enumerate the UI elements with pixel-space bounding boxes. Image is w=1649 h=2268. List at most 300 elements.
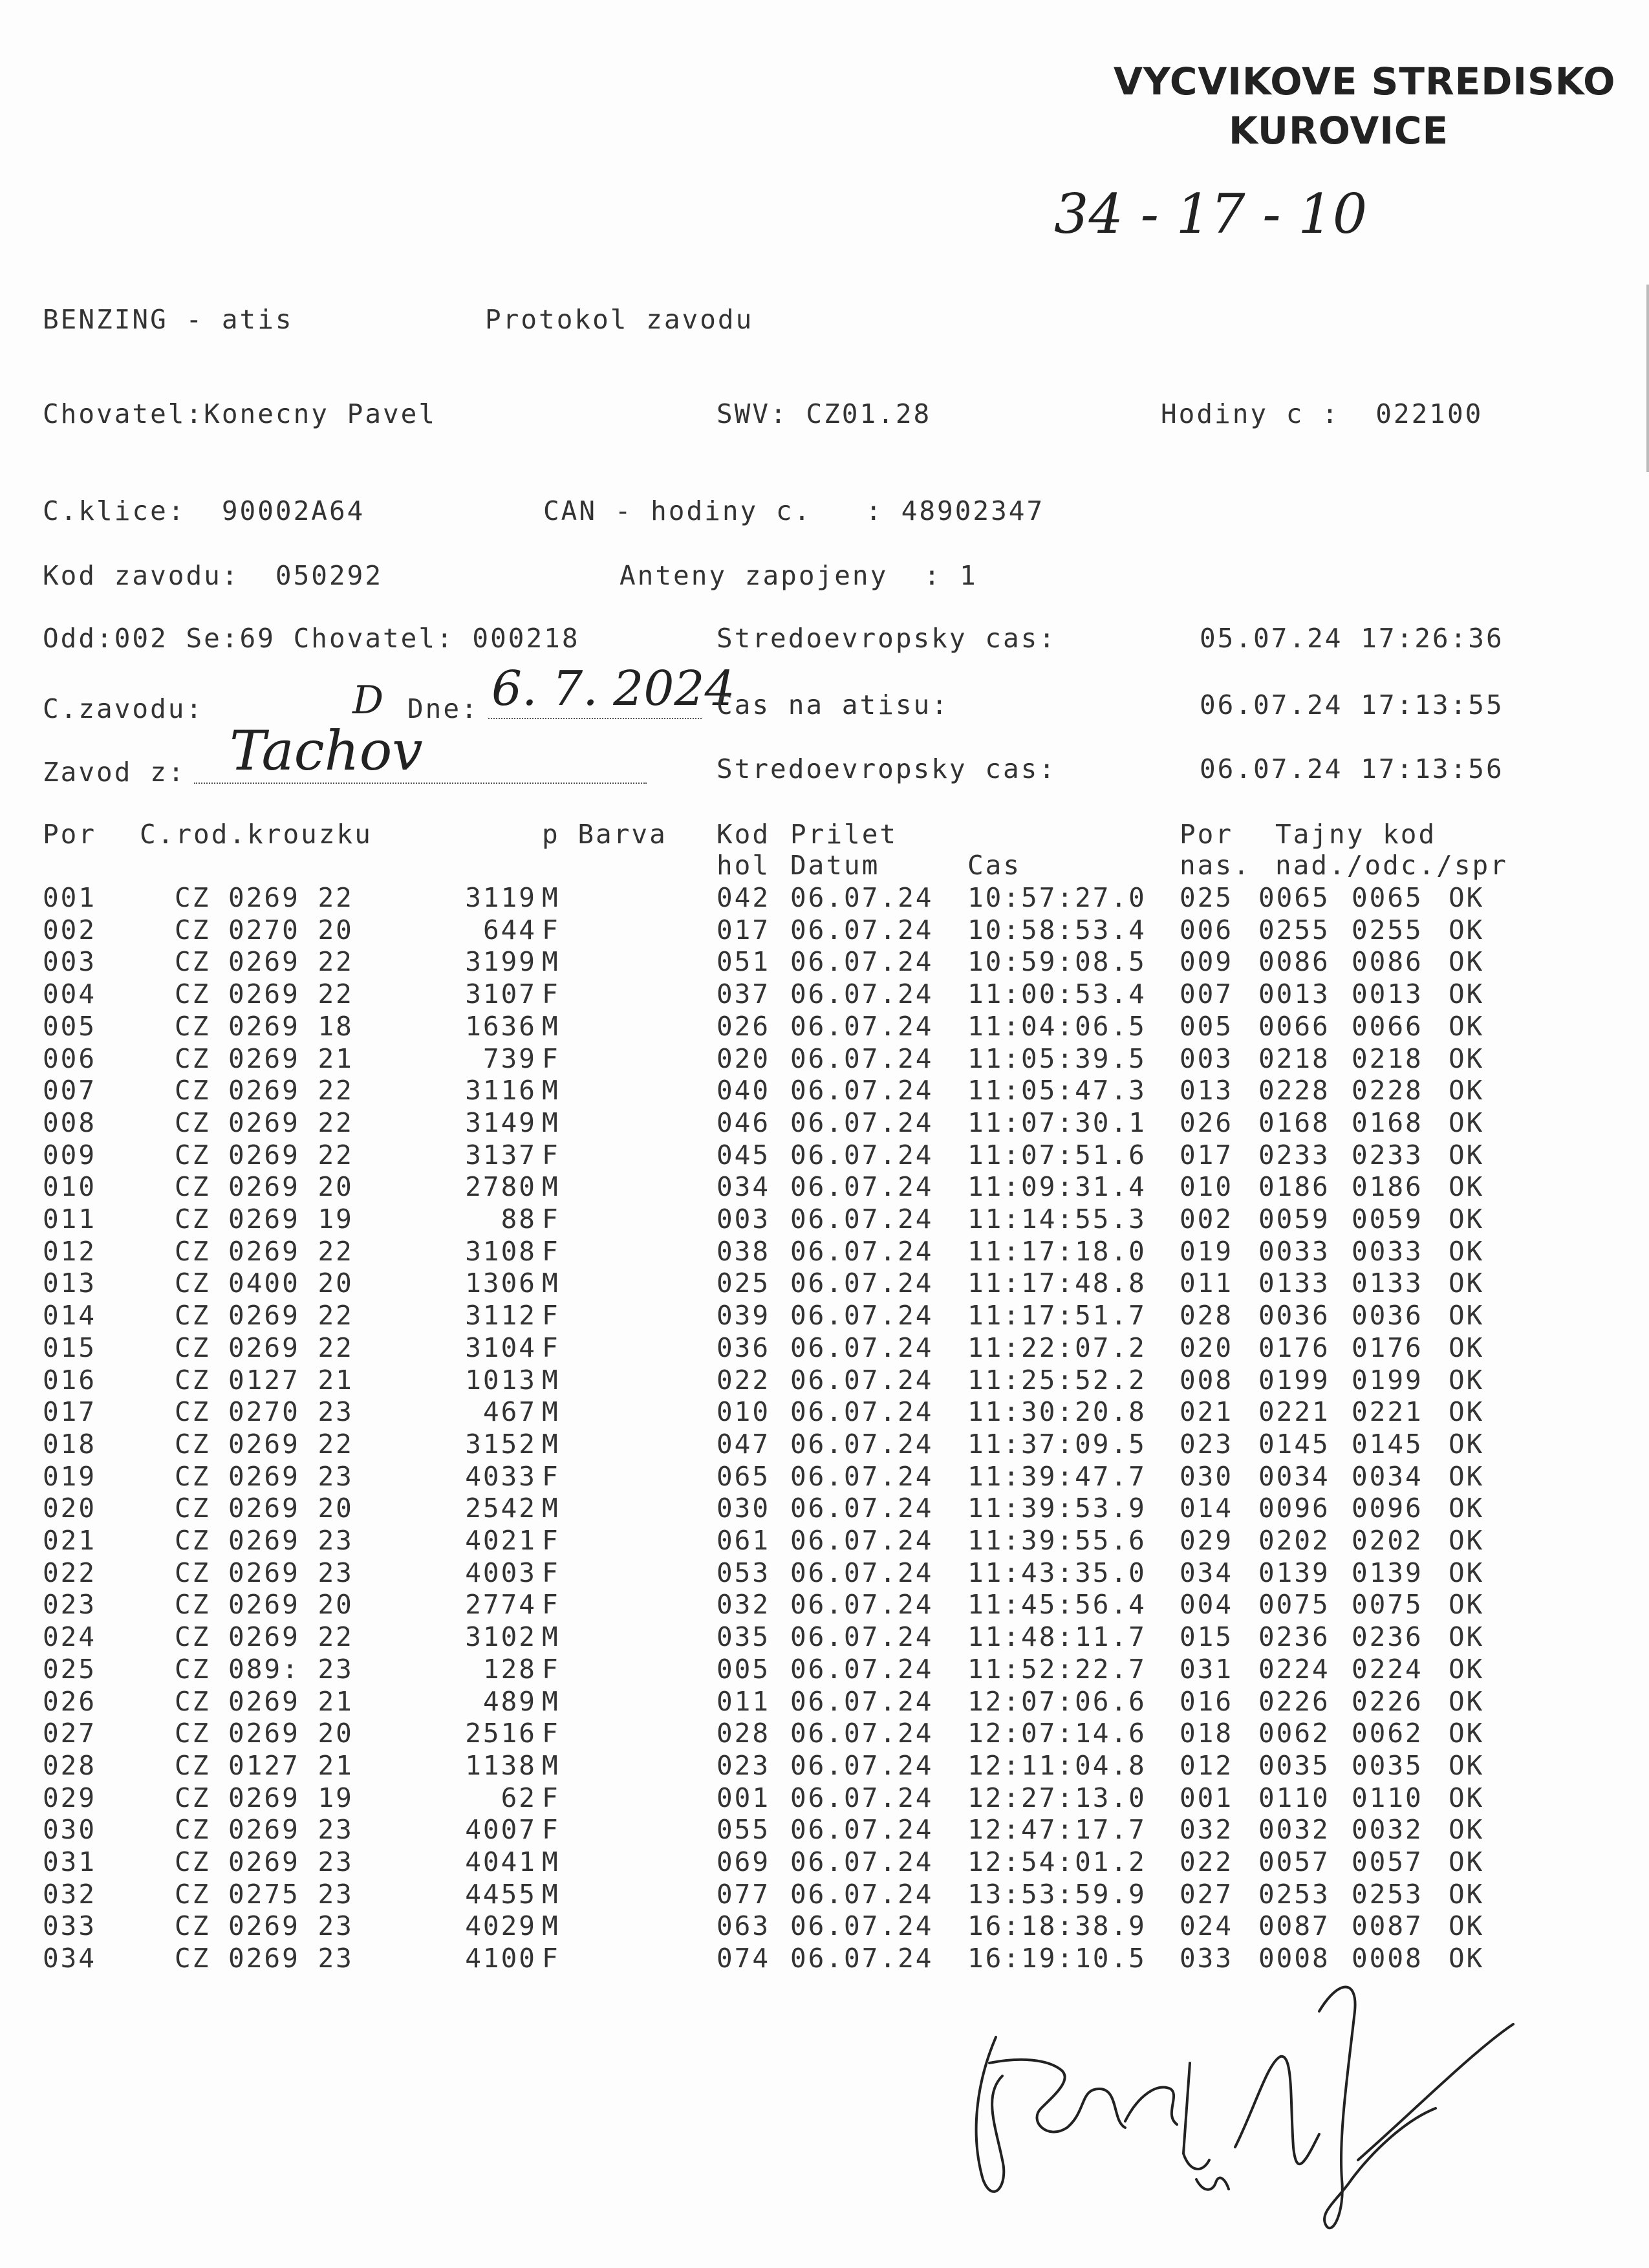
- cell-loft-code: 069: [717, 1846, 771, 1877]
- table-row: [0, 1204, 1649, 1235]
- cell-ring-serial: 3119: [465, 882, 537, 913]
- section-breeder-id: Odd:002 Se:69 Chovatel: 000218: [43, 623, 580, 654]
- cell-arrival-time: 11:48:11.7: [967, 1621, 1147, 1653]
- cell-secret-code-2: 0145: [1352, 1428, 1423, 1460]
- cell-secret-code-2: 0075: [1352, 1589, 1423, 1621]
- cell-loft-code: 046: [717, 1107, 771, 1138]
- cell-order: 019: [43, 1460, 97, 1492]
- cell-loft-code: 011: [717, 1685, 771, 1717]
- cell-nas-order: 034: [1180, 1557, 1234, 1588]
- cell-ring-serial: 3116: [465, 1075, 537, 1107]
- table-row: [0, 1332, 1649, 1364]
- cell-order: 014: [43, 1300, 97, 1332]
- cell-ring-serial: 2780: [465, 1171, 537, 1203]
- cell-arrival-time: 10:58:53.4: [967, 914, 1147, 945]
- cell-status: OK: [1449, 1493, 1485, 1524]
- cell-status: OK: [1449, 1621, 1485, 1653]
- cell-secret-code-2: 0253: [1352, 1878, 1423, 1910]
- cell-sex: M: [542, 1749, 560, 1781]
- table-row: [0, 1236, 1649, 1268]
- cell-sex: F: [542, 1300, 560, 1332]
- cell-ring-number: CZ 0275 23: [175, 1878, 354, 1910]
- cell-arrival-time: 11:30:20.8: [967, 1396, 1147, 1428]
- cell-ring-number: CZ 0127 21: [175, 1749, 354, 1781]
- cell-ring-number: CZ 0269 23: [175, 1943, 354, 1974]
- cell-status: OK: [1449, 1846, 1485, 1877]
- cell-secret-code-1: 0033: [1258, 1235, 1330, 1267]
- cell-order: 015: [43, 1332, 97, 1363]
- cell-ring-number: CZ 0269 21: [175, 1685, 354, 1717]
- cell-arrival-date: 06.07.24: [790, 1460, 934, 1492]
- cell-nas-order: 029: [1180, 1525, 1234, 1556]
- table-row: [0, 1718, 1649, 1749]
- clock-number: Hodiny c : 022100: [1161, 398, 1483, 429]
- cell-arrival-time: 11:39:55.6: [967, 1525, 1147, 1556]
- cell-loft-code: 077: [717, 1878, 771, 1910]
- table-row: [0, 1557, 1649, 1589]
- cell-loft-code: 065: [717, 1460, 771, 1492]
- cell-arrival-date: 06.07.24: [790, 1139, 934, 1171]
- cell-ring-serial: 3102: [465, 1621, 537, 1653]
- cell-arrival-date: 06.07.24: [790, 1364, 934, 1396]
- cell-order: 022: [43, 1557, 97, 1588]
- cell-ring-number: CZ 0269 23: [175, 1460, 354, 1492]
- cell-ring-serial: 62: [501, 1782, 537, 1813]
- cell-status: OK: [1449, 1878, 1485, 1910]
- cell-arrival-date: 06.07.24: [790, 1428, 934, 1460]
- cell-loft-code: 023: [717, 1749, 771, 1781]
- cell-arrival-date: 06.07.24: [790, 1010, 934, 1042]
- cell-ring-serial: 1138: [465, 1749, 537, 1781]
- cell-ring-serial: 3112: [465, 1300, 537, 1332]
- cell-sex: F: [542, 978, 560, 1010]
- cell-loft-code: 028: [717, 1718, 771, 1749]
- cell-status: OK: [1449, 1396, 1485, 1428]
- cell-arrival-time: 12:07:14.6: [967, 1718, 1147, 1749]
- cell-secret-code-2: 0186: [1352, 1171, 1423, 1203]
- cell-nas-order: 003: [1180, 1042, 1234, 1074]
- cell-sex: M: [542, 1107, 560, 1138]
- cell-ring-number: CZ 0127 21: [175, 1364, 354, 1396]
- cell-ring-number: CZ 0269 22: [175, 1428, 354, 1460]
- table-row: [0, 1171, 1649, 1203]
- cell-ring-number: CZ 0269 23: [175, 1846, 354, 1877]
- cell-secret-code-2: 0233: [1352, 1139, 1423, 1171]
- cell-order: 013: [43, 1268, 97, 1299]
- cell-ring-number: CZ 0269 20: [175, 1718, 354, 1749]
- cell-status: OK: [1449, 1075, 1485, 1107]
- cell-ring-number: CZ 0269 20: [175, 1171, 354, 1203]
- cell-loft-code: 053: [717, 1557, 771, 1588]
- cell-arrival-time: 11:39:53.9: [967, 1493, 1147, 1524]
- cell-arrival-time: 11:17:18.0: [967, 1235, 1147, 1267]
- cell-loft-code: 036: [717, 1332, 771, 1363]
- cell-secret-code-1: 0036: [1258, 1300, 1330, 1332]
- cell-secret-code-2: 0110: [1352, 1782, 1423, 1813]
- cell-arrival-time: 16:19:10.5: [967, 1943, 1147, 1974]
- cell-loft-code: 032: [717, 1589, 771, 1621]
- table-row: [0, 1750, 1649, 1782]
- cell-loft-code: 026: [717, 1010, 771, 1042]
- cell-sex: M: [542, 1685, 560, 1717]
- col-date: Datum: [790, 850, 880, 881]
- cell-ring-serial: 4041: [465, 1846, 537, 1877]
- cell-arrival-time: 11:17:48.8: [967, 1268, 1147, 1299]
- cell-order: 002: [43, 914, 97, 945]
- cell-loft-code: 040: [717, 1075, 771, 1107]
- cell-ring-serial: 3107: [465, 978, 537, 1010]
- cell-nas-order: 017: [1180, 1139, 1234, 1171]
- col-code: Kod: [717, 819, 771, 850]
- cell-arrival-date: 06.07.24: [790, 1718, 934, 1749]
- cell-order: 009: [43, 1139, 97, 1171]
- cell-ring-serial: 2542: [465, 1493, 537, 1524]
- cell-order: 032: [43, 1878, 97, 1910]
- cell-ring-serial: 4007: [465, 1814, 537, 1846]
- cell-secret-code-1: 0034: [1258, 1460, 1330, 1492]
- table-row: [0, 1011, 1649, 1042]
- cell-order: 025: [43, 1653, 97, 1685]
- handwritten-mark: D: [352, 678, 384, 723]
- cell-secret-code-2: 0218: [1352, 1042, 1423, 1074]
- cell-arrival-date: 06.07.24: [790, 1332, 934, 1363]
- cell-nas-order: 018: [1180, 1718, 1234, 1749]
- cell-order: 031: [43, 1846, 97, 1877]
- cell-arrival-time: 11:14:55.3: [967, 1204, 1147, 1235]
- cell-ring-serial: 4455: [465, 1878, 537, 1910]
- cell-loft-code: 042: [717, 882, 771, 913]
- col-por: Por: [43, 819, 97, 850]
- cell-ring-number: CZ 0269 22: [175, 882, 354, 913]
- cell-order: 003: [43, 946, 97, 978]
- cell-ring-serial: 489: [482, 1685, 537, 1717]
- key-number: C.klice: 90002A64: [43, 495, 365, 526]
- table-row: [0, 1429, 1649, 1460]
- cell-secret-code-2: 0008: [1352, 1943, 1423, 1974]
- cell-secret-code-1: 0226: [1258, 1685, 1330, 1717]
- cell-nas-order: 026: [1180, 1107, 1234, 1138]
- col-ring: C.rod.krouzku: [140, 819, 372, 850]
- cell-secret-code-1: 0008: [1258, 1943, 1330, 1974]
- cell-status: OK: [1449, 1268, 1485, 1299]
- cell-sex: F: [542, 914, 560, 945]
- ce-time-label-1: Stredoevropsky cas:: [717, 623, 1057, 654]
- cell-ring-number: CZ 0270 20: [175, 914, 354, 945]
- cell-secret-code-2: 0086: [1352, 946, 1423, 978]
- cell-ring-number: CZ 0269 22: [175, 1332, 354, 1363]
- cell-order: 021: [43, 1525, 97, 1556]
- software-name: BENZING - atis: [43, 304, 294, 335]
- table-row: [0, 1139, 1649, 1171]
- cell-secret-code-2: 0013: [1352, 978, 1423, 1010]
- cell-arrival-date: 06.07.24: [790, 1300, 934, 1332]
- cell-status: OK: [1449, 1653, 1485, 1685]
- table-row: [0, 1268, 1649, 1299]
- cell-loft-code: 030: [717, 1493, 771, 1524]
- race-from-label: Zavod z:: [43, 757, 186, 788]
- cell-nas-order: 030: [1180, 1460, 1234, 1492]
- cell-sex: F: [542, 1204, 560, 1235]
- table-row: [0, 1879, 1649, 1910]
- cell-secret-code-2: 0096: [1352, 1493, 1423, 1524]
- cell-loft-code: 020: [717, 1042, 771, 1074]
- cell-ring-serial: 4100: [465, 1943, 537, 1974]
- cell-sex: M: [542, 1268, 560, 1299]
- cell-arrival-date: 06.07.24: [790, 1621, 934, 1653]
- page-edge-shadow: [1646, 285, 1649, 472]
- handwritten-release-site: Tachov: [230, 719, 423, 783]
- cell-loft-code: 061: [717, 1525, 771, 1556]
- cell-order: 011: [43, 1204, 97, 1235]
- cell-secret-code-1: 0221: [1258, 1396, 1330, 1428]
- cell-nas-order: 008: [1180, 1364, 1234, 1396]
- cell-loft-code: 038: [717, 1235, 771, 1267]
- cell-nas-order: 013: [1180, 1075, 1234, 1107]
- cell-nas-order: 020: [1180, 1332, 1234, 1363]
- table-row: [0, 1782, 1649, 1814]
- cell-secret-code-2: 0062: [1352, 1718, 1423, 1749]
- cell-secret-code-2: 0133: [1352, 1268, 1423, 1299]
- ce-time-label-2: Stredoevropsky cas:: [717, 753, 1057, 784]
- cell-arrival-date: 06.07.24: [790, 1235, 934, 1267]
- cell-status: OK: [1449, 1557, 1485, 1588]
- cell-order: 005: [43, 1010, 97, 1042]
- cell-order: 024: [43, 1621, 97, 1653]
- cell-ring-serial: 3149: [465, 1107, 537, 1138]
- cell-status: OK: [1449, 1171, 1485, 1203]
- cell-secret-code-1: 0255: [1258, 914, 1330, 945]
- cell-arrival-time: 16:18:38.9: [967, 1910, 1147, 1942]
- cell-ring-number: CZ 0269 21: [175, 1042, 354, 1074]
- cell-secret-code-2: 0176: [1352, 1332, 1423, 1363]
- cell-secret-code-1: 0075: [1258, 1589, 1330, 1621]
- cell-order: 006: [43, 1042, 97, 1074]
- cell-status: OK: [1449, 1139, 1485, 1171]
- cell-secret-code-1: 0032: [1258, 1814, 1330, 1846]
- cell-secret-code-2: 0139: [1352, 1557, 1423, 1588]
- cell-ring-serial: 3152: [465, 1428, 537, 1460]
- cell-ring-number: CZ 0269 22: [175, 1621, 354, 1653]
- cell-loft-code: 047: [717, 1428, 771, 1460]
- cell-secret-code-1: 0176: [1258, 1332, 1330, 1363]
- cell-ring-serial: 2516: [465, 1718, 537, 1749]
- cell-status: OK: [1449, 1300, 1485, 1332]
- cell-arrival-time: 11:39:47.7: [967, 1460, 1147, 1492]
- atis-time-value: 06.07.24 17:13:55: [1200, 689, 1504, 720]
- cell-loft-code: 063: [717, 1910, 771, 1942]
- cell-arrival-time: 11:07:51.6: [967, 1139, 1147, 1171]
- cell-ring-number: CZ 0269 20: [175, 1589, 354, 1621]
- cell-nas-order: 015: [1180, 1621, 1234, 1653]
- cell-ring-number: CZ 0269 22: [175, 1235, 354, 1267]
- cell-sex: M: [542, 1621, 560, 1653]
- table-row: [0, 978, 1649, 1010]
- cell-sex: F: [542, 1139, 560, 1171]
- cell-ring-serial: 4021: [465, 1525, 537, 1556]
- cell-ring-number: CZ 0269 23: [175, 1814, 354, 1846]
- swv-version: SWV: CZ01.28: [717, 398, 932, 429]
- table-row: [0, 1621, 1649, 1653]
- cell-ring-serial: 4003: [465, 1557, 537, 1588]
- cell-secret-code-2: 0059: [1352, 1204, 1423, 1235]
- cell-arrival-time: 11:05:47.3: [967, 1075, 1147, 1107]
- cell-secret-code-1: 0066: [1258, 1010, 1330, 1042]
- cell-secret-code-2: 0032: [1352, 1814, 1423, 1846]
- cell-order: 018: [43, 1428, 97, 1460]
- cell-ring-number: CZ 0269 23: [175, 1910, 354, 1942]
- cell-nas-order: 024: [1180, 1910, 1234, 1942]
- cell-status: OK: [1449, 1204, 1485, 1235]
- cell-nas-order: 014: [1180, 1493, 1234, 1524]
- cell-loft-code: 037: [717, 978, 771, 1010]
- table-row: [0, 882, 1649, 914]
- cell-secret-code-2: 0228: [1352, 1075, 1423, 1107]
- cell-secret-code-2: 0035: [1352, 1749, 1423, 1781]
- cell-arrival-date: 06.07.24: [790, 882, 934, 913]
- cell-ring-serial: 644: [482, 914, 537, 945]
- cell-arrival-date: 06.07.24: [790, 1493, 934, 1524]
- cell-ring-serial: 4033: [465, 1460, 537, 1492]
- cell-status: OK: [1449, 1235, 1485, 1267]
- cell-ring-serial: 4029: [465, 1910, 537, 1942]
- cell-secret-code-2: 0065: [1352, 882, 1423, 913]
- cell-arrival-date: 06.07.24: [790, 1685, 934, 1717]
- cell-order: 017: [43, 1396, 97, 1428]
- col-secret-sub: nad./odc./spr: [1275, 850, 1508, 881]
- cell-sex: M: [542, 1010, 560, 1042]
- cell-secret-code-1: 0233: [1258, 1139, 1330, 1171]
- cell-secret-code-2: 0057: [1352, 1846, 1423, 1877]
- cell-secret-code-2: 0066: [1352, 1010, 1423, 1042]
- race-from-underline: [194, 783, 647, 784]
- table-row: [0, 1686, 1649, 1718]
- cell-secret-code-1: 0062: [1258, 1718, 1330, 1749]
- table-row: [0, 1493, 1649, 1524]
- cell-status: OK: [1449, 1332, 1485, 1363]
- table-row: [0, 1365, 1649, 1396]
- cell-status: OK: [1449, 1685, 1485, 1717]
- cell-secret-code-1: 0096: [1258, 1493, 1330, 1524]
- cell-arrival-time: 11:05:39.5: [967, 1042, 1147, 1074]
- cell-order: 028: [43, 1749, 97, 1781]
- cell-ring-serial: 3108: [465, 1235, 537, 1267]
- cell-sex: F: [542, 1332, 560, 1363]
- date-label: Dne:: [407, 693, 479, 724]
- cell-ring-number: CZ 0269 22: [175, 978, 354, 1010]
- cell-arrival-time: 11:22:07.2: [967, 1332, 1147, 1363]
- cell-status: OK: [1449, 1107, 1485, 1138]
- cell-secret-code-1: 0186: [1258, 1171, 1330, 1203]
- cell-order: 027: [43, 1718, 97, 1749]
- cell-arrival-date: 06.07.24: [790, 1171, 934, 1203]
- cell-ring-number: CZ 0269 19: [175, 1782, 354, 1813]
- cell-secret-code-1: 0145: [1258, 1428, 1330, 1460]
- cell-nas-order: 019: [1180, 1235, 1234, 1267]
- cell-secret-code-1: 0065: [1258, 882, 1330, 913]
- cell-status: OK: [1449, 914, 1485, 945]
- cell-status: OK: [1449, 1525, 1485, 1556]
- cell-secret-code-2: 0226: [1352, 1685, 1423, 1717]
- cell-order: 016: [43, 1364, 97, 1396]
- cell-secret-code-2: 0202: [1352, 1525, 1423, 1556]
- cell-secret-code-1: 0199: [1258, 1364, 1330, 1396]
- cell-order: 026: [43, 1685, 97, 1717]
- ce-time-value-2: 06.07.24 17:13:56: [1200, 753, 1504, 784]
- cell-sex: F: [542, 1718, 560, 1749]
- cell-arrival-date: 06.07.24: [790, 1268, 934, 1299]
- cell-nas-order: 011: [1180, 1268, 1234, 1299]
- cell-order: 008: [43, 1107, 97, 1138]
- cell-sex: M: [542, 1878, 560, 1910]
- cell-ring-number: CZ 0400 20: [175, 1268, 354, 1299]
- cell-arrival-date: 06.07.24: [790, 1589, 934, 1621]
- cell-sex: M: [542, 1428, 560, 1460]
- cell-sex: M: [542, 1910, 560, 1942]
- cell-loft-code: 034: [717, 1171, 771, 1203]
- cell-ring-serial: 128: [482, 1653, 537, 1685]
- cell-arrival-time: 10:59:08.5: [967, 946, 1147, 978]
- antennas-connected: Anteny zapojeny : 1: [620, 560, 978, 591]
- can-clock-number: CAN - hodiny c. : 48902347: [543, 495, 1045, 526]
- cell-sex: F: [542, 1460, 560, 1492]
- signature: [957, 1966, 1539, 2251]
- cell-arrival-time: 11:37:09.5: [967, 1428, 1147, 1460]
- cell-loft-code: 025: [717, 1268, 771, 1299]
- cell-arrival-date: 06.07.24: [790, 1749, 934, 1781]
- col-order: Por: [1180, 819, 1234, 850]
- cell-arrival-time: 12:11:04.8: [967, 1749, 1147, 1781]
- cell-nas-order: 028: [1180, 1300, 1234, 1332]
- cell-ring-serial: 3199: [465, 946, 537, 978]
- cell-arrival-date: 06.07.24: [790, 1814, 934, 1846]
- cell-secret-code-2: 0168: [1352, 1107, 1423, 1138]
- cell-arrival-time: 12:47:17.7: [967, 1814, 1147, 1846]
- cell-ring-number: CZ 0269 22: [175, 946, 354, 978]
- cell-loft-code: 005: [717, 1653, 771, 1685]
- cell-secret-code-2: 0236: [1352, 1621, 1423, 1653]
- cell-loft-code: 045: [717, 1139, 771, 1171]
- atis-time-label: Cas na atisu:: [717, 689, 949, 720]
- cell-secret-code-2: 0036: [1352, 1300, 1423, 1332]
- cell-order: 007: [43, 1075, 97, 1107]
- cell-arrival-date: 06.07.24: [790, 914, 934, 945]
- table-row: [0, 1396, 1649, 1428]
- cell-secret-code-1: 0110: [1258, 1782, 1330, 1813]
- cell-ring-serial: 1636: [465, 1010, 537, 1042]
- cell-order: 030: [43, 1814, 97, 1846]
- col-secret-code: Tajny kod: [1275, 819, 1437, 850]
- cell-nas-order: 022: [1180, 1846, 1234, 1877]
- cell-arrival-time: 12:07:06.6: [967, 1685, 1147, 1717]
- cell-secret-code-2: 0199: [1352, 1364, 1423, 1396]
- cell-order: 001: [43, 882, 97, 913]
- cell-ring-number: CZ 0270 23: [175, 1396, 354, 1428]
- cell-nas-order: 002: [1180, 1204, 1234, 1235]
- cell-nas-order: 012: [1180, 1749, 1234, 1781]
- cell-ring-serial: 1013: [465, 1364, 537, 1396]
- cell-loft-code: 017: [717, 914, 771, 945]
- cell-nas-order: 023: [1180, 1428, 1234, 1460]
- cell-secret-code-1: 0057: [1258, 1846, 1330, 1877]
- cell-ring-serial: 88: [501, 1204, 537, 1235]
- cell-secret-code-1: 0224: [1258, 1653, 1330, 1685]
- cell-sex: M: [542, 1846, 560, 1877]
- cell-secret-code-1: 0059: [1258, 1204, 1330, 1235]
- cell-ring-number: CZ 0269 20: [175, 1493, 354, 1524]
- cell-arrival-time: 11:17:51.7: [967, 1300, 1147, 1332]
- cell-arrival-time: 12:54:01.2: [967, 1846, 1147, 1877]
- cell-arrival-time: 11:09:31.4: [967, 1171, 1147, 1203]
